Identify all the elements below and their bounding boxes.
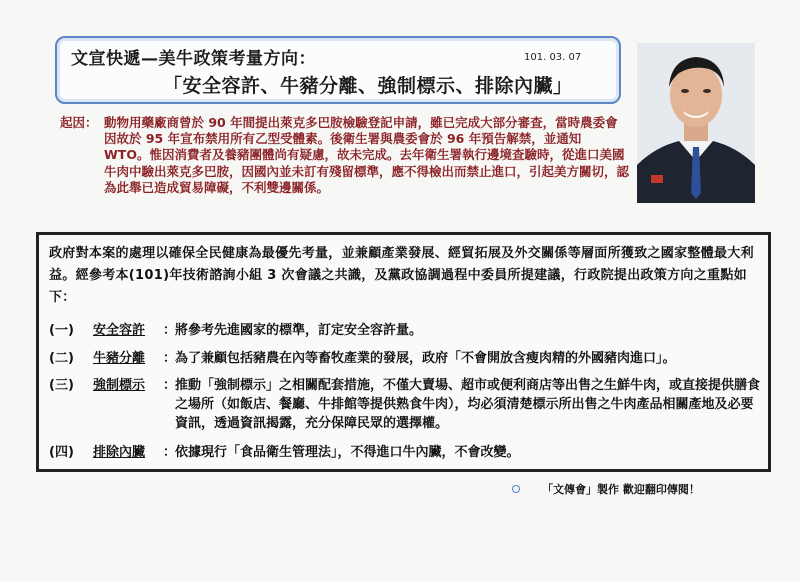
item-number: (四) [49, 445, 74, 460]
policy-box [36, 232, 771, 472]
policy-item [49, 321, 765, 340]
circle-bullet-icon [512, 485, 520, 493]
item-colon: ： [163, 378, 177, 393]
title-box [55, 36, 621, 104]
policy-item [49, 443, 765, 462]
item-colon: ： [163, 323, 177, 338]
item-name: 強制標示 [93, 378, 146, 393]
item-description: 將參考先進國家的標準，訂定安全容許量。 [175, 323, 423, 338]
item-name: 排除內臟 [93, 445, 146, 460]
item-description: 依據現行「食品衛生管理法」，不得進口牛內臟，不會改變。 [175, 445, 520, 460]
origin-label: 起因： [60, 115, 98, 130]
policy-item [49, 349, 765, 368]
item-number: (二) [49, 351, 74, 366]
item-colon: ： [163, 445, 177, 460]
headline-title: 文宣快遞—美牛政策考量方向： [71, 49, 316, 69]
portrait-illustration [637, 43, 755, 203]
policy-intro: 政府對本案的處理以確保全民健康為最優先考量，並兼顧產業發展、經貿拓展及外交關係等層面所獲致之國家整體最大利益。經參考本(101)年技術諮詢小組 3 次會議之共識，及黨政協調過程中委員所提建議，行政院提出政策方向之重點如下： [49, 246, 754, 305]
policy-item [49, 376, 765, 433]
headline-subtitle: 「安全容許、牛豬分離、強制標示、排除內臟」 [163, 75, 573, 97]
date-label: 101. 03. 07 [524, 52, 582, 63]
origin-text: 動物用藥廠商曾於 90 年間提出萊克多巴胺檢驗登記申請，雖已完成大部分審查，當時農委會因故於 95 年宣布禁用所有乙型受體素。後衛生署與農委會於 96 年預告解禁，並通知 WTO。惟因消費者及養豬團體尚有疑慮，故未完成。去年衛生署執行邊境查驗時，從進口美國牛肉中驗出萊克多巴胺，因國內並未訂有殘留標準，應不得檢出而禁止進口，引起美方關切，認為此舉已造成貿易障礙，不利雙邊關係。 [104, 115, 630, 195]
item-number: (三) [49, 378, 74, 393]
portrait-photo [637, 43, 755, 203]
footer-credit [512, 481, 700, 497]
item-number: (一) [49, 323, 74, 338]
item-description: 為了兼顧包括豬農在內等畜牧產業的發展，政府「不會開放含瘦肉精的外國豬肉進口」。 [175, 351, 676, 366]
item-colon: ： [163, 351, 177, 366]
item-name: 牛豬分離 [93, 351, 146, 366]
item-name: 安全容許 [93, 323, 146, 338]
item-description: 推動「強制標示」之相關配套措施，不僅大賣場、超市或便利商店等出售之生鮮牛肉，或直接提供膳食之場所（如飯店、餐廳、牛排館等提供熟食牛肉），均必須清楚標示所出售之牛肉產品相關產地及必要資訊，透過資訊揭露，充分保障民眾的選擇權。 [175, 378, 761, 431]
origin-paragraph [60, 115, 630, 196]
footer-text: 「文傳會」製作 歡迎翻印傳閱！ [542, 483, 700, 496]
